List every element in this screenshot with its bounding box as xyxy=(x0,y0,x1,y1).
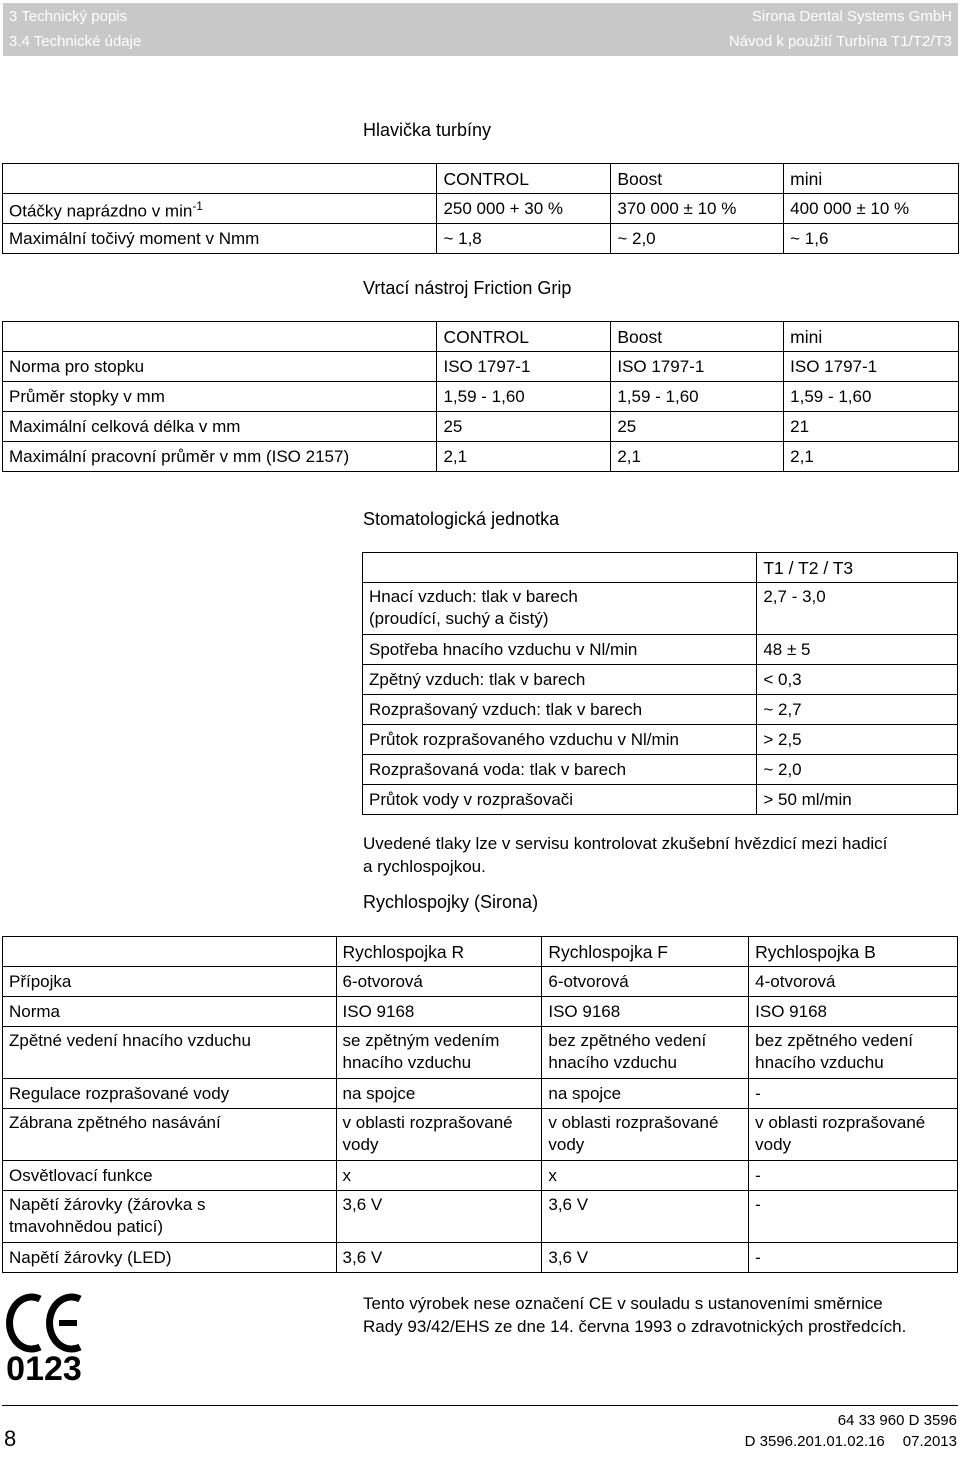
table-row xyxy=(3,1109,958,1161)
row-label-line: Přípojka xyxy=(9,971,72,991)
table-cell: ~ 2,0 xyxy=(611,224,784,254)
ce-number: 0123 xyxy=(6,1350,82,1382)
table-cell: > 2,5 xyxy=(757,725,958,755)
cell-line: v oblasti rozprašované xyxy=(342,1113,513,1132)
cell-line: 6-otvorová xyxy=(342,971,423,991)
table-cell xyxy=(749,997,958,1027)
table-cell xyxy=(749,967,958,997)
cell-line: bez zpětného vedení xyxy=(548,1031,707,1050)
page-number: 8 xyxy=(4,1426,17,1451)
table-cell xyxy=(336,1027,542,1079)
cell-line: hnacího vzduchu xyxy=(755,1053,884,1072)
turbine-head-title: Hlavička turbíny xyxy=(363,120,492,140)
column-header: CONTROL xyxy=(437,322,611,352)
cell-line: - xyxy=(755,1165,761,1185)
table-cell xyxy=(749,1079,958,1109)
row-label-line: Hnací vzduch: tlak v barech xyxy=(369,587,578,606)
table-cell xyxy=(336,1243,542,1273)
footer-doc-code xyxy=(745,1433,957,1450)
row-label-line: Regulace rozprašované vody xyxy=(9,1083,230,1103)
dental-unit-note xyxy=(363,832,887,878)
table-cell xyxy=(749,1109,958,1161)
drill-table xyxy=(2,321,959,472)
table-cell xyxy=(336,997,542,1027)
table-cell xyxy=(336,1191,542,1243)
cell-line: ISO 9168 xyxy=(342,1001,415,1021)
row-label xyxy=(3,1243,337,1273)
cell-line: se zpětným vedením xyxy=(342,1031,500,1050)
table-cell xyxy=(542,967,749,997)
table-cell: 370 000 ± 10 % xyxy=(611,194,784,224)
table-cell xyxy=(542,1161,749,1191)
ce-text-line: Rady 93/42/EHS ze dne 14. června 1993 o zdravotnických prostředcích. xyxy=(363,1317,907,1336)
cell-line: 3,6 V xyxy=(548,1195,589,1214)
cell-line: v oblasti rozprašované xyxy=(548,1113,719,1132)
column-header: Boost xyxy=(611,164,784,194)
cell-line: hnacího vzduchu xyxy=(342,1053,472,1072)
cell-line: x xyxy=(342,1165,352,1185)
note-line: a rychlospojkou. xyxy=(363,857,486,876)
table-cell: 1,59 - 1,60 xyxy=(437,382,611,412)
footer-rule xyxy=(2,1405,958,1406)
cell-line: 3,6 V xyxy=(342,1195,383,1214)
table-row xyxy=(3,1027,958,1079)
table-cell xyxy=(749,1161,958,1191)
row-label xyxy=(3,1161,337,1191)
column-header: T1 / T2 / T3 xyxy=(757,553,958,583)
ce-text xyxy=(363,1292,906,1338)
table-cell: 2,1 xyxy=(437,442,611,472)
row-label-line: Norma xyxy=(9,1001,61,1021)
footer-doc-number: 64 33 960 D 3596 xyxy=(837,1412,957,1429)
cell-line: 3,6 V xyxy=(548,1247,589,1267)
table-row xyxy=(3,1243,958,1273)
cell-line: v oblasti rozprašované xyxy=(755,1113,926,1132)
row-label xyxy=(3,1109,337,1161)
row-label-line: Zpětné vedení hnacího vzduchu xyxy=(9,1031,251,1050)
column-header: mini xyxy=(784,164,959,194)
row-label: Průměr stopky v mm xyxy=(3,382,437,412)
empty-cell xyxy=(3,164,437,194)
row-label xyxy=(3,1079,337,1109)
row-label-line: Napětí žárovky (žárovka s xyxy=(9,1195,206,1214)
cell-line: 6-otvorová xyxy=(548,971,629,991)
table-cell: 2,1 xyxy=(784,442,959,472)
header-doc-title: Návod k použití Turbína T1/T2/T3 xyxy=(728,33,952,50)
column-header: Rychlospojka B xyxy=(749,937,958,967)
row-label xyxy=(3,1027,337,1079)
cell-line: vody xyxy=(755,1135,792,1154)
cell-line: vody xyxy=(342,1135,379,1154)
table-cell: 21 xyxy=(784,412,959,442)
row-label: Rozprašovaný vzduch: tlak v barech xyxy=(363,695,757,725)
row-label: Maximální točivý moment v Nmm xyxy=(3,224,437,254)
row-label-text: Otáčky naprázdno v min xyxy=(9,201,193,221)
row-label: Maximální celková délka v mm xyxy=(3,412,437,442)
table-cell: ~ 1,8 xyxy=(437,224,611,254)
column-header: CONTROL xyxy=(437,164,611,194)
row-label: Průtok rozprašovaného vzduchu v Nl/min xyxy=(363,725,757,755)
table-cell: ISO 1797-1 xyxy=(611,352,784,382)
table-cell xyxy=(542,1027,749,1079)
table-cell xyxy=(749,1027,958,1079)
column-header: Boost xyxy=(611,322,784,352)
table-cell: 2,7 - 3,0 xyxy=(757,583,958,635)
table-cell: 25 xyxy=(437,412,611,442)
row-label: Maximální pracovní průměr v mm (ISO 2157) xyxy=(3,442,437,472)
table-row xyxy=(3,1191,958,1243)
table-cell: ~ 2,7 xyxy=(757,695,958,725)
cell-line: - xyxy=(755,1195,761,1214)
cell-line: 3,6 V xyxy=(342,1247,383,1267)
footer-date: 07.2013 xyxy=(902,1433,957,1450)
table-cell: 1,59 - 1,60 xyxy=(784,382,959,412)
cell-line: x xyxy=(548,1165,557,1185)
page-header xyxy=(3,3,958,56)
ce-logo xyxy=(4,1290,86,1387)
table-cell: 48 ± 5 xyxy=(757,635,958,665)
cell-line: ISO 9168 xyxy=(548,1001,621,1021)
table-row xyxy=(3,997,958,1027)
cell-line: 4-otvorová xyxy=(755,971,836,991)
row-label xyxy=(3,997,337,1027)
cell-line: hnacího vzduchu xyxy=(548,1053,677,1072)
couplings-table xyxy=(2,936,958,1273)
table-cell: ~ 1,6 xyxy=(784,224,959,254)
cell-line: - xyxy=(755,1083,761,1103)
row-label-line: tmavohnědou paticí) xyxy=(9,1217,164,1236)
table-cell: 2,1 xyxy=(611,442,784,472)
row-label-sup: -1 xyxy=(192,198,203,213)
row-label xyxy=(363,583,757,635)
cell-line: ISO 9168 xyxy=(755,1001,827,1021)
dental-unit-title: Stomatologická jednotka xyxy=(363,509,560,529)
row-label: Norma pro stopku xyxy=(3,352,437,382)
turbine-head-table xyxy=(2,163,959,254)
table-cell xyxy=(542,1191,749,1243)
column-header: mini xyxy=(784,322,959,352)
ce-text-line: Tento výrobek nese označení CE v souladu s ustanoveními směrnice xyxy=(363,1294,883,1313)
cell-line: na spojce xyxy=(342,1083,416,1103)
note-line: Uvedené tlaky lze v servisu kontrolovat zkušební hvězdicí mezi hadicí xyxy=(363,834,888,853)
cell-line: na spojce xyxy=(548,1083,622,1103)
table-cell xyxy=(336,1161,542,1191)
cell-line: - xyxy=(755,1247,761,1267)
table-cell xyxy=(336,967,542,997)
row-label: Průtok vody v rozprašovači xyxy=(363,785,757,815)
row-label: Zpětný vzduch: tlak v barech xyxy=(363,665,757,695)
row-label xyxy=(3,967,337,997)
couplings-title: Rychlospojky (Sirona) xyxy=(363,892,539,912)
table-cell: ISO 1797-1 xyxy=(784,352,959,382)
column-header: Rychlospojka F xyxy=(542,937,749,967)
table-cell xyxy=(542,1079,749,1109)
table-cell: ~ 2,0 xyxy=(757,755,958,785)
empty-cell xyxy=(363,553,757,583)
table-cell: 1,59 - 1,60 xyxy=(611,382,784,412)
header-company: Sirona Dental Systems GmbH xyxy=(751,8,952,25)
table-cell xyxy=(542,997,749,1027)
column-header: Rychlospojka R xyxy=(336,937,542,967)
table-row xyxy=(3,1161,958,1191)
table-cell xyxy=(749,1243,958,1273)
footer-code: D 3596.201.01.02.16 xyxy=(744,1433,885,1450)
row-label: Rozprašovaná voda: tlak v barech xyxy=(363,755,757,785)
ce-mark-icon xyxy=(4,1290,86,1382)
table-cell: 250 000 + 30 % xyxy=(437,194,611,224)
row-label-line: Osvětlovací funkce xyxy=(9,1165,153,1185)
table-row xyxy=(3,1079,958,1109)
table-cell xyxy=(542,1109,749,1161)
empty-cell xyxy=(3,937,337,967)
row-label-line: (proudící, suchý a čistý) xyxy=(369,609,549,628)
table-cell xyxy=(336,1109,542,1161)
header-section: 3 Technický popis xyxy=(9,8,128,25)
header-subsection: 3.4 Technické údaje xyxy=(9,33,142,50)
table-cell: > 50 ml/min xyxy=(757,785,958,815)
table-cell xyxy=(336,1079,542,1109)
drill-title: Vrtací nástroj Friction Grip xyxy=(363,278,572,298)
dental-unit-table xyxy=(362,552,958,815)
table-cell: < 0,3 xyxy=(757,665,958,695)
table-cell xyxy=(542,1243,749,1273)
table-cell xyxy=(749,1191,958,1243)
row-label: Spotřeba hnacího vzduchu v Nl/min xyxy=(363,635,757,665)
cell-line: vody xyxy=(548,1135,585,1154)
empty-cell xyxy=(3,322,437,352)
row-label-line: Napětí žárovky (LED) xyxy=(9,1247,172,1267)
table-row xyxy=(3,967,958,997)
table-cell: 400 000 ± 10 % xyxy=(784,194,959,224)
row-label xyxy=(3,1191,337,1243)
table-cell: 25 xyxy=(611,412,784,442)
row-label xyxy=(3,194,437,224)
row-label-line: Zábrana zpětného nasávání xyxy=(9,1113,221,1132)
table-cell: ISO 1797-1 xyxy=(437,352,611,382)
cell-line: bez zpětného vedení xyxy=(755,1031,914,1050)
